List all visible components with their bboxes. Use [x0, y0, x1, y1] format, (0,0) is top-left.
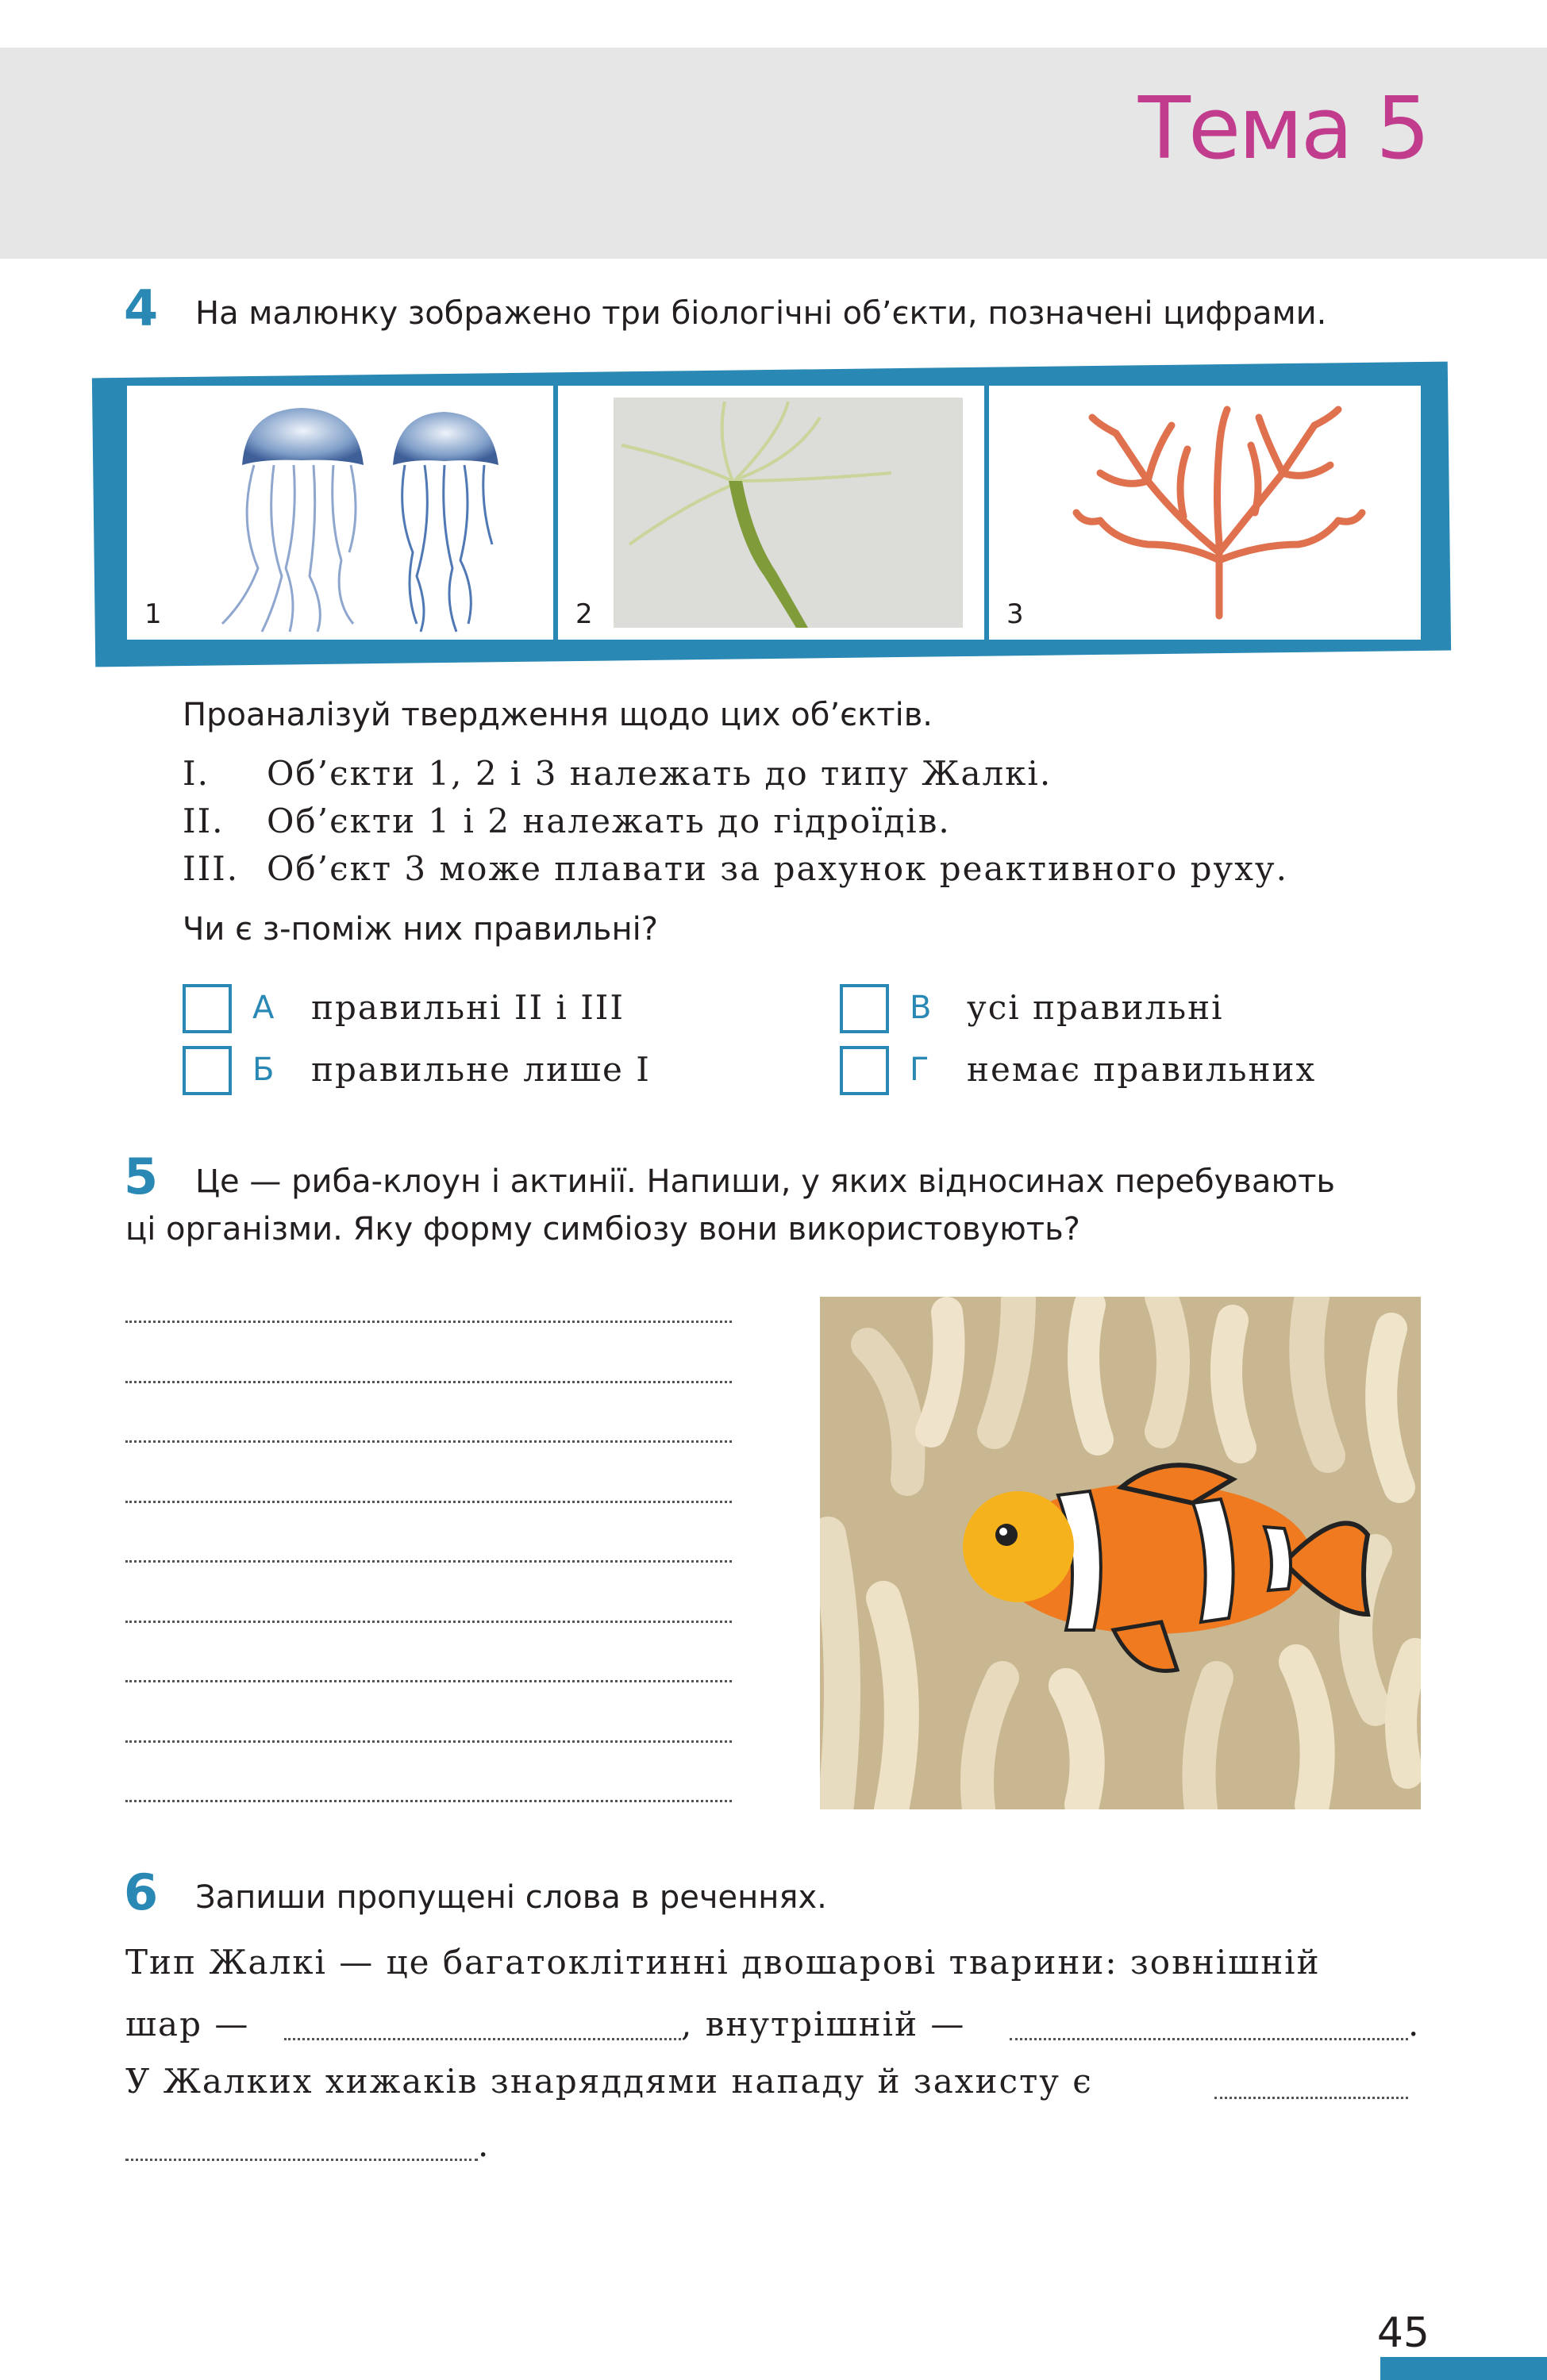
answer-line[interactable] [125, 1621, 732, 1623]
answer-line[interactable] [125, 1560, 732, 1563]
answer-line[interactable] [125, 1800, 732, 1802]
statement-2-num: II. [183, 802, 225, 840]
option-b-text: правильне лише I [311, 1050, 651, 1089]
task-6-line-2-middle: , внутрішній — [681, 2005, 966, 2044]
image-strip [127, 386, 1421, 640]
task-5-line-1: Це — риба-клоун і актинії. Напиши, у яких відносинах перебувають [195, 1163, 1335, 1200]
option-g-letter: Г [910, 1052, 929, 1088]
option-b-letter: Б [252, 1052, 275, 1088]
blank-outer-layer[interactable] [284, 2038, 681, 2040]
task-4-prompt: На малюнку зображено три біологічні об’єкти, позначені цифрами. [195, 295, 1327, 332]
option-a-text: правильні II і III [311, 988, 625, 1027]
task-6-line-3: У Жалких хижаків знаряддями нападу й захисту є [125, 2062, 1093, 2101]
image-cell-2 [558, 386, 989, 640]
task-6-line-2-start: шар — [125, 2005, 250, 2044]
coral-image [989, 386, 1421, 640]
task-4-number: 4 [124, 279, 159, 337]
task-6-line-2-end: . [1408, 2005, 1421, 2044]
corner-accent-bar [1380, 2357, 1547, 2380]
image-label-3: 3 [1006, 598, 1024, 630]
statement-1-num: I. [183, 754, 210, 793]
blank-weapon[interactable] [1214, 2097, 1408, 2099]
task-6-line-1: Тип Жалкі — це багатоклітинні двошарові тварини: зовнішній [125, 1943, 1321, 1982]
hydra-image [558, 386, 989, 640]
task-5-line-2: ці організми. Яку форму симбіозу вони використовують? [125, 1211, 1080, 1248]
option-b-checkbox[interactable] [183, 1046, 232, 1095]
image-label-2: 2 [575, 598, 593, 630]
answer-line[interactable] [125, 1381, 732, 1383]
answer-line[interactable] [125, 1740, 732, 1743]
statement-1-text: Об’єкти 1, 2 і 3 належать до типу Жалкі. [267, 754, 1052, 793]
answer-line[interactable] [125, 1321, 732, 1323]
answer-line[interactable] [125, 1501, 732, 1503]
clownfish-anemone-photo [820, 1297, 1421, 1809]
task-6-number: 6 [124, 1863, 159, 1921]
option-g-checkbox[interactable] [840, 1046, 889, 1095]
option-v-text: усі правильні [967, 988, 1224, 1027]
statement-2-text: Об’єкти 1 і 2 належать до гідроїдів. [267, 802, 951, 840]
blank-weapon-continued[interactable] [125, 2159, 478, 2161]
task-6-line-4-end: . [478, 2125, 491, 2164]
option-v-checkbox[interactable] [840, 984, 889, 1033]
answer-line[interactable] [125, 1680, 732, 1682]
task-6-prompt: Запиши пропущені слова в реченнях. [195, 1879, 827, 1916]
task-5-number: 5 [124, 1148, 159, 1205]
jellyfish-image [127, 386, 558, 640]
topic-title: Тема 5 [1137, 79, 1428, 179]
option-g-text: немає правильних [967, 1050, 1317, 1089]
image-cell-3 [989, 386, 1421, 640]
blank-inner-layer[interactable] [1010, 2038, 1408, 2040]
image-label-1: 1 [144, 598, 162, 630]
statement-3-text: Об’єкт 3 може плавати за рахунок реактивного руху. [267, 849, 1288, 888]
task-4-question: Чи є з-поміж них правильні? [183, 911, 658, 948]
option-a-checkbox[interactable] [183, 984, 232, 1033]
answer-line[interactable] [125, 1440, 732, 1443]
analyze-instruction: Проаналізуй твердження щодо цих об’єктів. [183, 697, 933, 733]
image-cell-1 [127, 386, 558, 640]
page-number: 45 [1376, 2309, 1430, 2357]
option-v-letter: В [910, 990, 932, 1026]
option-a-letter: А [252, 990, 275, 1026]
statement-3-num: III. [183, 849, 240, 888]
